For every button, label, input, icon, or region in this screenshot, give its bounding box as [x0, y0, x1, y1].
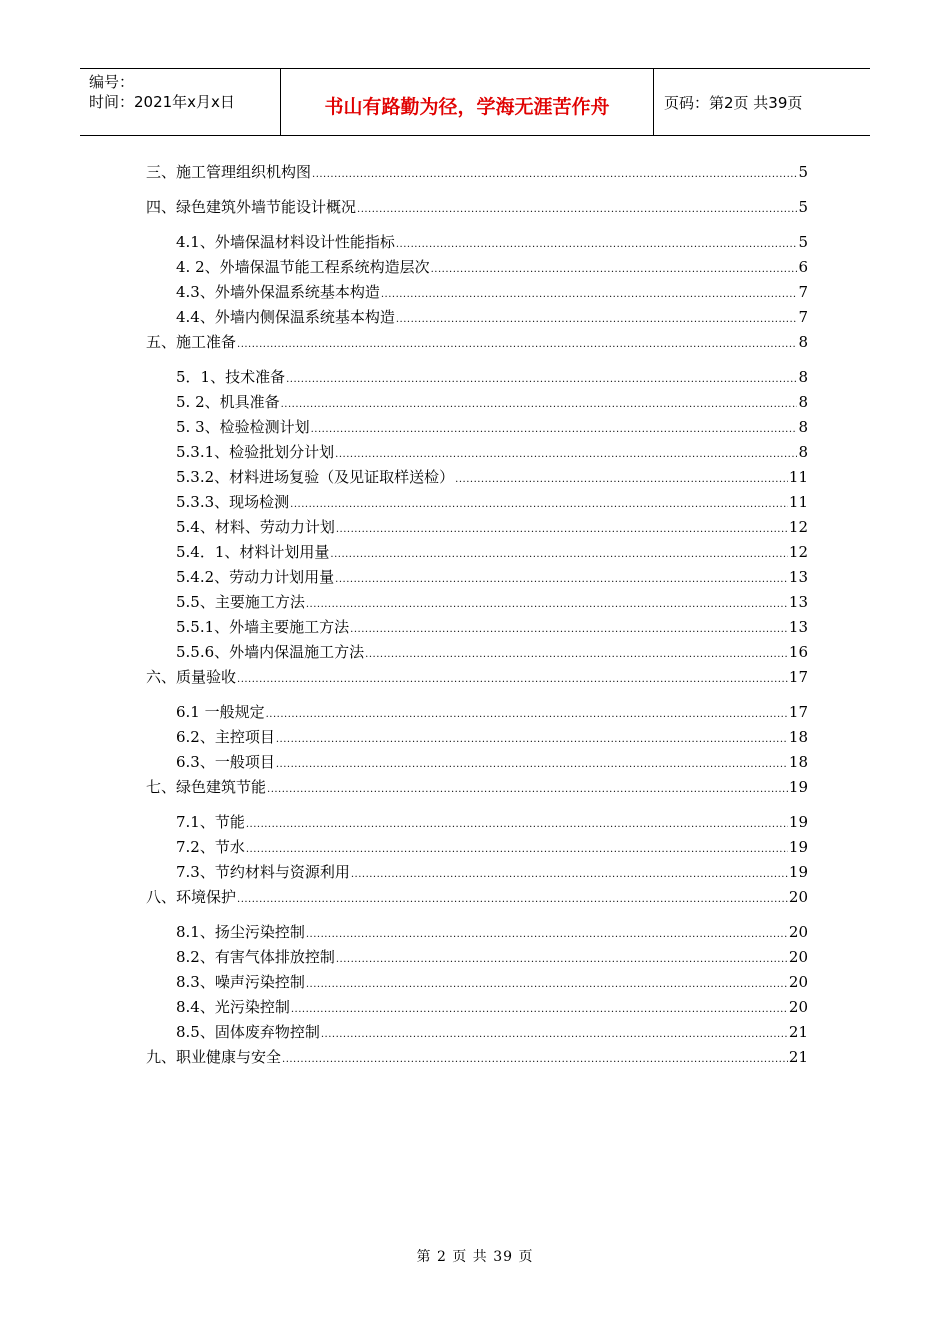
toc-entry[interactable]	[176, 281, 808, 303]
toc-entry-page: 19	[788, 838, 808, 856]
toc-entry-page: 18	[788, 728, 808, 746]
toc-entry-page: 8	[798, 418, 808, 436]
toc-leader-dots	[455, 469, 788, 491]
toc-entry-page: 8	[798, 443, 808, 461]
toc-entry[interactable]	[176, 1021, 808, 1043]
toc-leader-dots	[381, 284, 798, 306]
toc-entry-title: 5.4、材料、劳动力计划	[176, 518, 335, 536]
toc-entry-title: 4. 2、外墙保温节能工程系统构造层次	[176, 258, 430, 276]
toc-leader-dots	[237, 669, 788, 691]
toc-entry[interactable]	[176, 491, 808, 513]
toc-leader-dots	[335, 569, 788, 591]
toc-leader-dots	[335, 444, 797, 466]
toc-entry-title: 八、环境保护	[146, 888, 237, 906]
toc-leader-dots	[266, 704, 788, 726]
toc-entry[interactable]	[176, 566, 808, 588]
toc-entry-title: 5. 3、检验检测计划	[176, 418, 310, 436]
toc-entry-title: 4.3、外墙外保温系统基本构造	[176, 283, 380, 301]
toc-leader-dots	[312, 164, 797, 186]
toc-entry-page: 5	[798, 233, 808, 251]
toc-entry-title: 四、绿色建筑外墙节能设计概况	[146, 198, 357, 216]
toc-entry-page: 6	[798, 258, 808, 276]
toc-entry-page: 12	[788, 518, 808, 536]
toc-entry[interactable]	[176, 366, 808, 388]
toc-leader-dots	[276, 729, 788, 751]
toc-entry-title: 五、施工准备	[146, 333, 237, 351]
toc-entry-title: 5.5、主要施工方法	[176, 593, 305, 611]
toc-entry[interactable]	[176, 391, 808, 413]
toc-entry[interactable]	[176, 641, 808, 663]
toc-entry[interactable]	[146, 196, 808, 218]
toc-leader-dots	[290, 494, 788, 516]
toc-leader-dots	[306, 594, 788, 616]
toc-entry-title: 5.5.1、外墙主要施工方法	[176, 618, 350, 636]
toc-entry-title: 5.5.6、外墙内保温施工方法	[176, 643, 365, 661]
toc-entry-title: 7.2、节水	[176, 838, 245, 856]
toc-entry-page: 11	[788, 468, 808, 486]
page-footer: 第 2 页 共 39 页	[416, 1249, 534, 1265]
toc-leader-dots	[336, 519, 788, 541]
toc-entry-page: 16	[788, 643, 808, 661]
toc-leader-dots	[306, 924, 788, 946]
toc-entry-page: 20	[788, 948, 808, 966]
toc-entry[interactable]	[176, 726, 808, 748]
toc-entry-page: 8	[798, 393, 808, 411]
toc-entry[interactable]	[176, 616, 808, 638]
toc-leader-dots	[330, 544, 788, 566]
toc-entry[interactable]	[176, 466, 808, 488]
toc-entry-page: 7	[798, 308, 808, 326]
toc-entry-page: 8	[798, 333, 808, 351]
toc-entry-title: 8.3、噪声污染控制	[176, 973, 305, 991]
document-time-label: 时间：2021年x月x日	[89, 93, 235, 111]
toc-entry[interactable]	[146, 331, 808, 353]
toc-leader-dots	[276, 754, 788, 776]
toc-leader-dots	[246, 814, 788, 836]
toc-entry-title: 6.3、一般项目	[176, 753, 275, 771]
toc-leader-dots	[365, 644, 788, 666]
toc-entry-title: 5.3.2、材料进场复验（及见证取样送检）	[176, 468, 455, 486]
toc-entry[interactable]	[176, 541, 808, 563]
header-page-info: 页码：第2页 共39页	[664, 93, 803, 112]
toc-entry[interactable]	[176, 591, 808, 613]
toc-leader-dots	[281, 394, 798, 416]
toc-entry[interactable]	[176, 971, 808, 993]
toc-leader-dots	[321, 1024, 788, 1046]
toc-entry-title: 4.4、外墙内侧保温系统基本构造	[176, 308, 395, 326]
toc-entry-page: 20	[788, 998, 808, 1016]
toc-entry-title: 6.2、主控项目	[176, 728, 275, 746]
toc-entry[interactable]	[176, 416, 808, 438]
toc-entry[interactable]	[176, 516, 808, 538]
toc-entry-title: 4.1、外墙保温材料设计性能指标	[176, 233, 395, 251]
toc-entry-title: 8.2、有害气体排放控制	[176, 948, 335, 966]
toc-leader-dots	[396, 234, 798, 256]
toc-entry-page: 20	[788, 888, 808, 906]
toc-entry-title: 三、施工管理组织机构图	[146, 163, 312, 181]
toc-entry-page: 12	[788, 543, 808, 561]
toc-leader-dots	[351, 864, 788, 886]
toc-entry[interactable]	[176, 306, 808, 328]
toc-entry-title: 七、绿色建筑节能	[146, 778, 267, 796]
toc-entry[interactable]	[176, 256, 808, 278]
toc-entry-page: 21	[788, 1023, 808, 1041]
toc-entry-title: 5.4．1、材料计划用量	[176, 543, 330, 561]
toc-entry-title: 5.3.3、现场检测	[176, 493, 290, 511]
toc-entry[interactable]	[176, 836, 808, 858]
toc-entry-page: 13	[788, 593, 808, 611]
toc-entry-page: 13	[788, 618, 808, 636]
toc-entry-page: 17	[788, 668, 808, 686]
toc-leader-dots	[291, 999, 788, 1021]
toc-entry[interactable]	[146, 776, 808, 798]
header-left-cell	[80, 69, 281, 135]
toc-entry-title: 5.4.2、劳动力计划用量	[176, 568, 335, 586]
toc-entry-page: 19	[788, 778, 808, 796]
toc-leader-dots	[306, 974, 788, 996]
toc-entry-title: 7.3、节约材料与资源利用	[176, 863, 350, 881]
toc-leader-dots	[431, 259, 798, 281]
toc-entry-title: 6.1 一般规定	[176, 703, 265, 721]
toc-entry[interactable]	[146, 886, 808, 908]
toc-entry-title: 7.1、节能	[176, 813, 245, 831]
toc-entry[interactable]	[176, 861, 808, 883]
toc-entry[interactable]	[176, 946, 808, 968]
toc-entry-page: 7	[798, 283, 808, 301]
toc-entry-page: 5	[798, 163, 808, 181]
toc-leader-dots	[246, 839, 788, 861]
toc-entry-page: 18	[788, 753, 808, 771]
toc-entry[interactable]	[176, 996, 808, 1018]
toc-entry-page: 11	[788, 493, 808, 511]
toc-entry-page: 13	[788, 568, 808, 586]
toc-entry-title: 九、职业健康与安全	[146, 1048, 282, 1066]
toc-entry-page: 19	[788, 863, 808, 881]
toc-entry-title: 5. 2、机具准备	[176, 393, 280, 411]
toc-entry[interactable]	[176, 701, 808, 723]
page-header	[80, 68, 870, 136]
document-number-label: 编号：	[89, 73, 135, 91]
toc-entry[interactable]	[176, 811, 808, 833]
toc-entry-page: 8	[798, 368, 808, 386]
toc-leader-dots	[311, 419, 798, 441]
toc-entry-page: 20	[788, 973, 808, 991]
toc-entry-title: 8.4、光污染控制	[176, 998, 290, 1016]
toc-leader-dots	[267, 779, 788, 801]
toc-leader-dots	[396, 309, 798, 331]
toc-leader-dots	[237, 334, 797, 356]
toc-leader-dots	[357, 199, 797, 221]
toc-entry[interactable]	[146, 666, 808, 688]
toc-entry-page: 20	[788, 923, 808, 941]
toc-leader-dots	[350, 619, 788, 641]
toc-entry[interactable]	[176, 441, 808, 463]
toc-entry-title: 5．1、技术准备	[176, 368, 286, 386]
toc-entry[interactable]	[176, 231, 808, 253]
toc-entry[interactable]	[146, 1046, 808, 1068]
toc-entry-title: 8.5、固体废弃物控制	[176, 1023, 320, 1041]
toc-entry[interactable]	[176, 921, 808, 943]
toc-entry[interactable]	[176, 751, 808, 773]
toc-leader-dots	[336, 949, 788, 971]
toc-entry-title: 8.1、扬尘污染控制	[176, 923, 305, 941]
toc-entry-page: 19	[788, 813, 808, 831]
toc-entry-title: 5.3.1、检验批划分计划	[176, 443, 335, 461]
toc-entry[interactable]	[146, 161, 808, 183]
toc-entry-page: 17	[788, 703, 808, 721]
toc-leader-dots	[282, 1049, 788, 1071]
toc-leader-dots	[237, 889, 788, 911]
toc-leader-dots	[286, 369, 797, 391]
toc-entry-page: 21	[788, 1048, 808, 1066]
toc-entry-page: 5	[798, 198, 808, 216]
toc-entry-title: 六、质量验收	[146, 668, 237, 686]
header-motto: 书山有路勤为径，学海无涯苦作舟	[281, 69, 654, 135]
